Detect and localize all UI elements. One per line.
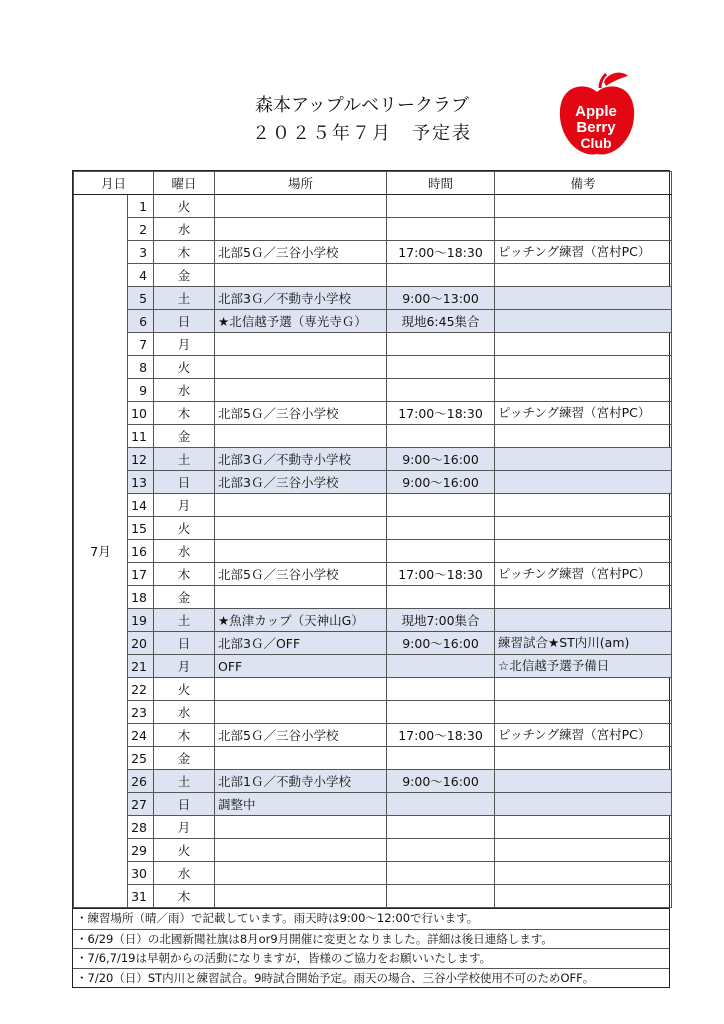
schedule-sheet [72,170,670,988]
note-cell [495,862,672,885]
day-cell: 22 [128,678,154,701]
note-cell [495,218,672,241]
weekday-cell: 日 [154,310,215,333]
weekday-cell: 火 [154,517,215,540]
day-cell: 1 [128,195,154,218]
day-cell: 4 [128,264,154,287]
weekday-cell: 水 [154,701,215,724]
note-cell [495,448,672,471]
time-cell [387,494,495,517]
table-row [74,586,672,609]
day-cell: 7 [128,333,154,356]
day-cell: 26 [128,770,154,793]
day-cell: 2 [128,218,154,241]
weekday-cell: 月 [154,333,215,356]
logo-text-apple: Apple [575,103,617,120]
place-cell: 北部3Ｇ／三谷小学校 [215,471,387,494]
weekday-cell: 土 [154,770,215,793]
table-row [74,839,672,862]
day-cell: 8 [128,356,154,379]
logo-text-club: Club [580,135,612,151]
day-cell: 15 [128,517,154,540]
day-cell: 13 [128,471,154,494]
time-cell: 9:00～13:00 [387,287,495,310]
table-row [74,195,672,218]
day-cell: 17 [128,563,154,586]
weekday-cell: 月 [154,816,215,839]
weekday-cell: 火 [154,678,215,701]
table-row [74,563,672,586]
place-cell: 北部5Ｇ／三谷小学校 [215,724,387,747]
place-cell: ★北信越予選（専光寺Ｇ） [215,310,387,333]
table-row [74,793,672,816]
place-cell [215,586,387,609]
club-name: 森本アップルベリークラブ [254,95,470,116]
place-cell [215,425,387,448]
note-cell [495,701,672,724]
day-cell: 5 [128,287,154,310]
schedule-title: ２０２５年７月 予定表 [252,123,472,144]
time-cell [387,885,495,908]
place-cell [215,218,387,241]
place-cell: 北部3Ｇ／不動寺小学校 [215,287,387,310]
time-cell [387,655,495,678]
note-cell: 練習試合★ST内川(am) [495,632,672,655]
weekday-cell: 金 [154,586,215,609]
note-cell [495,333,672,356]
weekday-cell: 金 [154,425,215,448]
place-cell: 北部3Ｇ／不動寺小学校 [215,448,387,471]
table-row [74,816,672,839]
table-row [74,747,672,770]
time-cell [387,839,495,862]
time-cell: 17:00～18:30 [387,241,495,264]
note-cell [495,379,672,402]
place-cell [215,678,387,701]
note-cell [495,793,672,816]
table-row [74,678,672,701]
place-cell [215,333,387,356]
note-cell: ☆北信越予選予備日 [495,655,672,678]
time-cell [387,517,495,540]
note-cell: ピッチング練習（宮村PC） [495,241,672,264]
time-cell: 現地7:00集合 [387,609,495,632]
table-row [74,655,672,678]
time-cell: 9:00～16:00 [387,448,495,471]
table-header-row [74,172,672,195]
table-row [74,264,672,287]
time-cell [387,425,495,448]
time-cell [387,379,495,402]
time-cell [387,862,495,885]
place-cell [215,379,387,402]
table-row [74,517,672,540]
weekday-cell: 水 [154,218,215,241]
note-cell [495,816,672,839]
note-line: ・7/20（日）ST内川と練習試合。9時試合開始予定。雨天の場合、三谷小学校使用不可のためOFF。 [73,968,669,988]
day-cell: 21 [128,655,154,678]
weekday-cell: 水 [154,379,215,402]
place-cell: OFF [215,655,387,678]
time-cell: 17:00～18:30 [387,724,495,747]
weekday-cell: 金 [154,264,215,287]
place-cell [215,195,387,218]
place-cell: 北部5Ｇ／三谷小学校 [215,563,387,586]
weekday-cell: 木 [154,402,215,425]
weekday-cell: 水 [154,540,215,563]
time-cell [387,747,495,770]
place-cell: 北部5Ｇ／三谷小学校 [215,402,387,425]
day-cell: 18 [128,586,154,609]
day-cell: 29 [128,839,154,862]
table-row [74,333,672,356]
day-cell: 10 [128,402,154,425]
table-row [74,540,672,563]
time-cell: 17:00～18:30 [387,402,495,425]
place-cell: 北部5Ｇ／三谷小学校 [215,241,387,264]
table-row [74,379,672,402]
note-cell [495,885,672,908]
weekday-cell: 土 [154,448,215,471]
weekday-cell: 木 [154,563,215,586]
note-cell: ピッチング練習（宮村PC） [495,724,672,747]
place-cell: 北部3Ｇ／OFF [215,632,387,655]
place-cell [215,517,387,540]
time-cell [387,816,495,839]
note-cell: ピッチング練習（宮村PC） [495,402,672,425]
schedule-body [74,195,672,908]
place-cell [215,816,387,839]
time-cell [387,586,495,609]
time-cell [387,218,495,241]
place-cell [215,540,387,563]
note-line: ・7/6,7/19は早朝からの活動になりますが，皆様のご協力をお願いいたします。 [73,948,669,968]
place-cell [215,356,387,379]
day-cell: 19 [128,609,154,632]
weekday-cell: 日 [154,793,215,816]
day-cell: 24 [128,724,154,747]
day-cell: 25 [128,747,154,770]
day-cell: 23 [128,701,154,724]
table-row [74,241,672,264]
place-cell: ★魚津カップ（天神山G） [215,609,387,632]
table-row [74,287,672,310]
day-cell: 27 [128,793,154,816]
note-cell [495,517,672,540]
weekday-cell: 金 [154,747,215,770]
table-row [74,494,672,517]
weekday-cell: 日 [154,471,215,494]
apple-berry-club-logo [556,70,638,160]
time-cell: 現地6:45集合 [387,310,495,333]
day-cell: 31 [128,885,154,908]
place-cell [215,264,387,287]
header-date: 月日 [74,172,154,195]
time-cell [387,264,495,287]
note-cell [495,839,672,862]
header-notes: 備考 [495,172,672,195]
logo-text-berry: Berry [576,119,616,136]
header-time: 時間 [387,172,495,195]
time-cell: 17:00～18:30 [387,563,495,586]
note-cell [495,540,672,563]
weekday-cell: 火 [154,356,215,379]
schedule-table [73,171,672,908]
note-cell [495,425,672,448]
table-row [74,724,672,747]
note-cell [495,747,672,770]
table-row [74,471,672,494]
place-cell: 調整中 [215,793,387,816]
weekday-cell: 月 [154,494,215,517]
header-weekday: 曜日 [154,172,215,195]
table-row [74,885,672,908]
time-cell [387,333,495,356]
header-place: 場所 [215,172,387,195]
note-cell [495,678,672,701]
time-cell: 9:00～16:00 [387,770,495,793]
time-cell [387,793,495,816]
note-cell [495,264,672,287]
table-row [74,310,672,333]
weekday-cell: 月 [154,655,215,678]
time-cell [387,356,495,379]
day-cell: 9 [128,379,154,402]
day-cell: 11 [128,425,154,448]
day-cell: 6 [128,310,154,333]
time-cell [387,678,495,701]
note-cell [495,356,672,379]
weekday-cell: 水 [154,862,215,885]
place-cell [215,885,387,908]
note-cell [495,310,672,333]
place-cell [215,862,387,885]
day-cell: 28 [128,816,154,839]
table-row [74,356,672,379]
weekday-cell: 日 [154,632,215,655]
table-row [74,218,672,241]
day-cell: 16 [128,540,154,563]
note-cell [495,471,672,494]
time-cell [387,195,495,218]
table-row [74,609,672,632]
weekday-cell: 土 [154,287,215,310]
notes-section [73,908,669,987]
note-cell [495,770,672,793]
day-cell: 3 [128,241,154,264]
table-row [74,632,672,655]
time-cell: 9:00～16:00 [387,471,495,494]
place-cell [215,701,387,724]
note-cell [495,287,672,310]
note-cell [495,609,672,632]
day-cell: 12 [128,448,154,471]
table-row [74,402,672,425]
table-row [74,425,672,448]
note-line: ・練習場所（晴／雨）で記載しています。雨天時は9:00～12:00で行います。 [76,911,479,925]
weekday-cell: 木 [154,241,215,264]
table-row [74,862,672,885]
weekday-cell: 土 [154,609,215,632]
day-cell: 14 [128,494,154,517]
table-row [74,448,672,471]
logo-text-morimoto: morimoto [620,92,636,114]
note-cell [495,195,672,218]
weekday-cell: 木 [154,885,215,908]
weekday-cell: 火 [154,839,215,862]
place-cell [215,747,387,770]
day-cell: 20 [128,632,154,655]
place-cell: 北部1Ｇ／不動寺小学校 [215,770,387,793]
weekday-cell: 火 [154,195,215,218]
time-cell [387,701,495,724]
table-row [74,701,672,724]
note-cell: ピッチング練習（宮村PC） [495,563,672,586]
weekday-cell: 木 [154,724,215,747]
time-cell: 9:00～16:00 [387,632,495,655]
note-cell [495,494,672,517]
day-cell: 30 [128,862,154,885]
month-cell: 7月 [74,195,128,908]
place-cell [215,494,387,517]
note-line: ・6/29（日）の北國新聞社旗は8月or9月開催に変更となりました。詳細は後日連絡します。 [73,929,669,949]
note-cell [495,586,672,609]
time-cell [387,540,495,563]
table-row [74,770,672,793]
place-cell [215,839,387,862]
